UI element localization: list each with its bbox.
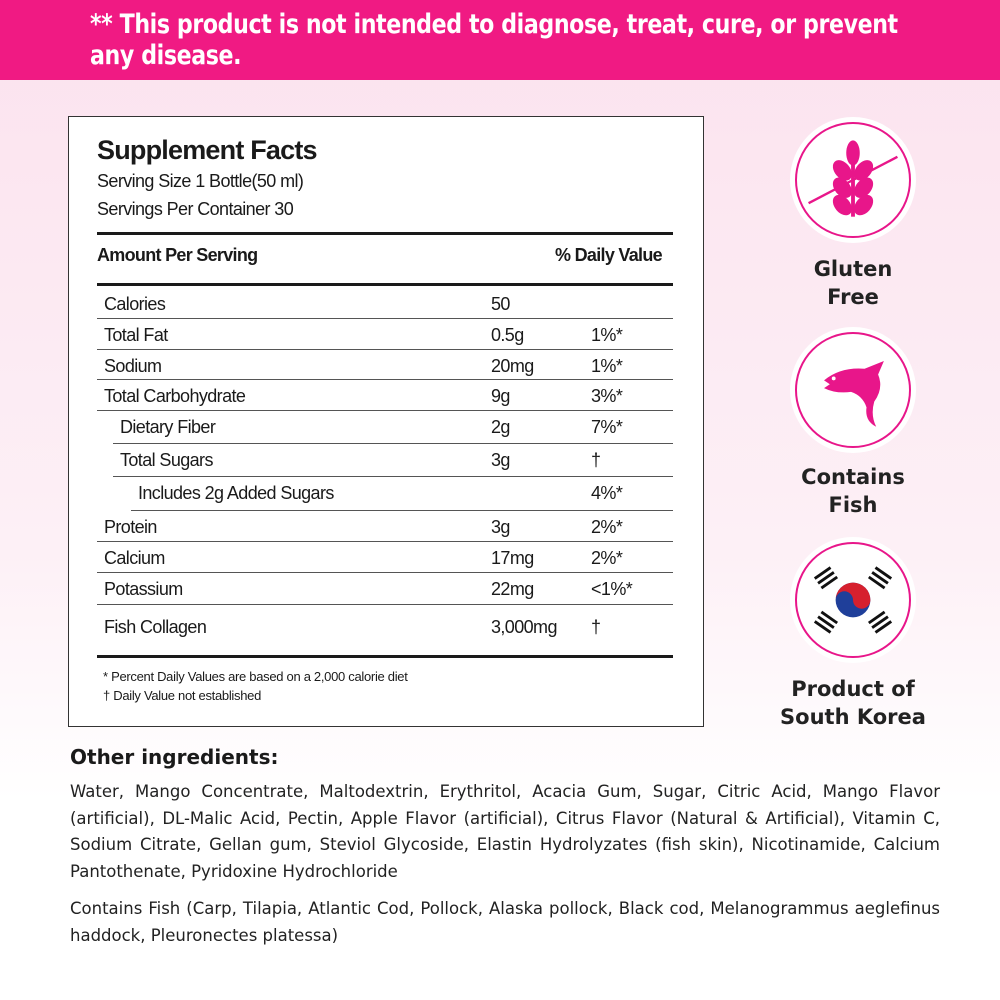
origin-label: Product of South Korea <box>780 677 926 729</box>
contains-fish-badge <box>790 327 916 453</box>
nutrient-name: Total Sugars <box>120 450 213 470</box>
nutrient-dv: 1%* <box>591 325 623 345</box>
nutrient-name: Dietary Fiber <box>120 417 216 437</box>
facts-row <box>97 288 673 319</box>
nutrient-amount: 22mg <box>491 579 534 599</box>
fish-icon <box>795 332 911 448</box>
nutrient-dv: 2%* <box>591 517 623 537</box>
nutrient-name: Total Carbohydrate <box>104 386 246 406</box>
contains-fish-label: Contains Fish <box>801 465 905 517</box>
facts-row <box>113 444 673 477</box>
facts-row <box>131 477 673 511</box>
facts-row <box>97 542 673 573</box>
nutrient-amount: 3,000mg <box>491 617 557 637</box>
nutrient-amount: 17mg <box>491 548 534 568</box>
gluten-free-label: Gluten Free <box>813 257 893 309</box>
facts-row <box>97 573 673 605</box>
nutrient-name: Fish Collagen <box>104 617 207 637</box>
nutrient-amount: 20mg <box>491 356 534 376</box>
nutrient-amount: 0.5g <box>491 325 524 345</box>
korea-badge <box>790 537 916 663</box>
facts-row <box>97 319 673 350</box>
footnote-dv: * Percent Daily Values are based on a 2,000 calorie diet <box>103 669 408 684</box>
gluten-free-badge <box>790 117 916 243</box>
nutrient-name: Sodium <box>104 356 162 376</box>
nutrient-amount: 2g <box>491 417 510 437</box>
facts-row <box>97 605 673 655</box>
nutrient-dv: 2%* <box>591 548 623 568</box>
nutrient-amount: 9g <box>491 386 510 406</box>
nutrient-name: Calories <box>104 294 166 314</box>
nutrient-name: Includes 2g Added Sugars <box>138 483 334 503</box>
divider <box>97 232 673 235</box>
dv-header: % Daily Value <box>555 245 662 265</box>
serving-size: Serving Size 1 Bottle(50 ml) <box>97 171 304 191</box>
facts-row <box>113 411 673 444</box>
disclaimer-banner <box>0 0 1000 80</box>
amount-header: Amount Per Serving <box>97 245 258 265</box>
other-ingredients-heading: Other ingredients: <box>70 745 279 769</box>
divider <box>97 283 673 286</box>
nutrient-name: Potassium <box>104 579 183 599</box>
nutrient-dv: † <box>591 617 601 637</box>
allergen-statement: Contains Fish (Carp, Tilapia, Atlantic Cod, Pollock, Alaska pollock, Black cod, Melanogrammus aeglefinus haddock, Pleuronectes platessa) <box>70 899 940 945</box>
korea-flag-icon <box>795 542 911 658</box>
facts-row <box>97 511 673 542</box>
nutrient-dv: <1%* <box>591 579 633 599</box>
servings-per-container: Servings Per Container 30 <box>97 199 294 219</box>
footnote-dagger: † Daily Value not established <box>103 688 261 703</box>
facts-row <box>97 350 673 380</box>
supplement-facts-panel <box>68 116 704 727</box>
nutrient-name: Total Fat <box>104 325 168 345</box>
nutrient-dv: 4%* <box>591 483 623 503</box>
nutrient-dv: 3%* <box>591 386 623 406</box>
nutrient-name: Protein <box>104 517 157 537</box>
other-ingredients-text: Water, Mango Concentrate, Maltodextrin, Erythritol, Acacia Gum, Sugar, Citric Acid, Mango Flavor (artificial), DL-Malic Acid, Pectin, Apple Flavor (artificial), Citrus Flavor (Natural & Artificial), Vitamin C, Sodium Citrate, Gellan gum, Steviol Glycoside, Elastin Hydrolyzates (fish skin), Nicotinamide, Calcium Pantothenate, Pyridoxine Hydrochloride <box>70 782 940 881</box>
nutrient-name: Calcium <box>104 548 165 568</box>
nutrient-dv: † <box>591 450 601 470</box>
gluten-free-icon <box>795 122 911 238</box>
facts-title: Supplement Facts <box>97 135 317 165</box>
divider <box>97 655 673 658</box>
disclaimer-text: ** This product is not intended to diagnose, treat, cure, or prevent any disease. <box>90 9 898 71</box>
nutrient-dv: 7%* <box>591 417 623 437</box>
nutrient-dv: 1%* <box>591 356 623 376</box>
nutrient-amount: 3g <box>491 517 510 537</box>
nutrient-amount: 50 <box>491 294 510 314</box>
nutrient-amount: 3g <box>491 450 510 470</box>
facts-row <box>97 380 673 411</box>
